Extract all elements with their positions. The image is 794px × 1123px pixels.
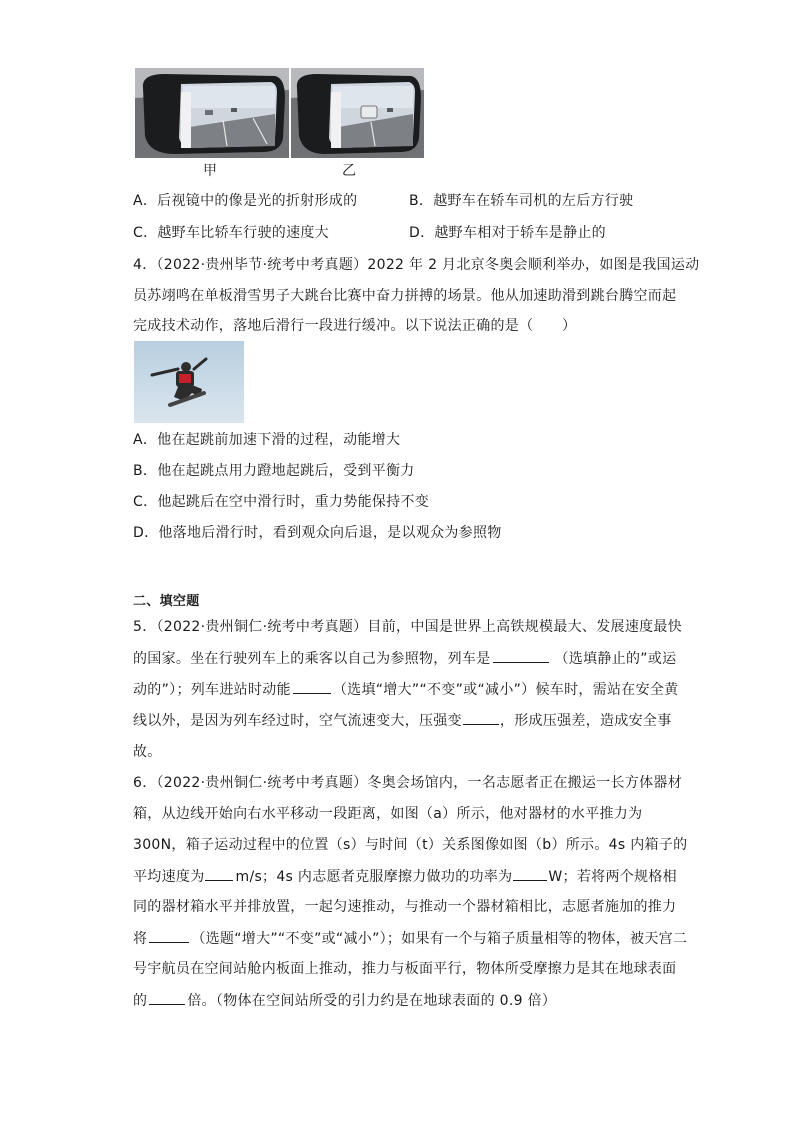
- q4-option-c: C．他起跳后在空中滑行时，重力势能保持不变: [133, 494, 430, 510]
- q4-line-3: 完成技术动作，落地后滑行一段进行缓冲。以下说法正确的是（ ）: [133, 318, 577, 334]
- q6-line-2: 箱，从边线开始向右水平移动一段距离，如图（a）所示，他对器材的水平推力为: [133, 806, 643, 822]
- q6-blank-2[interactable]: [513, 866, 547, 881]
- snowboarder-image: [134, 341, 244, 423]
- q5-blank-2[interactable]: [293, 679, 331, 694]
- q4-line-1: 4．（2022·贵州毕节·统考中考真题）2022 年 2 月北京冬奥会顺利举办，如图是我国运动: [133, 257, 700, 273]
- q3-option-d: D．越野车相对于轿车是静止的: [409, 225, 606, 241]
- q4-line-2: 员苏翊鸣在单板滑雪男子大跳台比赛中奋力拼搏的场景。他从加速助滑到跳台腾空而起: [133, 288, 677, 304]
- q5-line-5: 故。: [133, 744, 162, 760]
- q3-option-c: C．越野车比轿车行驶的速度大: [133, 225, 329, 241]
- q5-line-3: [133, 679, 678, 700]
- q6-line-6-text-a: 将: [133, 931, 148, 947]
- q6-line-6: [133, 928, 687, 949]
- q5-line-4-text-b: ，形成压强差，造成安全事: [499, 713, 672, 729]
- q6-line-4-text-c: W；若将两个规格相: [548, 869, 677, 885]
- q6-line-8-text-b: 倍。（物体在空间站所受的引力约是在地球表面的 0.9 倍）: [187, 993, 557, 1009]
- q5-line-1: 5．（2022·贵州铜仁·统考中考真题）目前，中国是世界上高铁规模最大、发展速度最快: [133, 619, 683, 635]
- mirror-right-drawing: [291, 68, 424, 158]
- q6-line-8: [133, 990, 556, 1011]
- caption-yi: 乙: [342, 163, 356, 179]
- q3-option-a: A．后视镜中的像是光的折射形成的: [133, 193, 358, 209]
- q6-line-4-text-a: 平均速度为: [133, 869, 205, 885]
- q5-line-3-text-b: （选填“增大”“不变”或“减小”）候车时，需站在安全黄: [332, 682, 679, 698]
- q5-line-2-text-b: （选填静止的”或运: [554, 651, 677, 667]
- caption-jia: 甲: [203, 163, 217, 179]
- snowboarder-drawing: [134, 341, 244, 423]
- q6-line-5: 同的器材箱水平并排放置，一起匀速推动，与推动一个器材箱相比，志愿者施加的推力: [133, 899, 677, 915]
- q5-blank-3[interactable]: [463, 710, 499, 725]
- q5-line-2: [133, 648, 676, 669]
- q5-line-2-text-a: 的国家。坐在行驶列车上的乘客以自己为参照物，列车是: [133, 651, 491, 667]
- mirror-left-drawing: [135, 68, 289, 158]
- q6-line-3: 300N，箱子运动过程中的位置（s）与时间（t）关系图像如图（b）所示。4s 内箱子的: [133, 837, 688, 853]
- q6-line-1: 6．（2022·贵州铜仁·统考中考真题）冬奥会场馆内，一名志愿者正在搬运一长方体器材: [133, 775, 683, 791]
- q5-line-4-text-a: 线以外，是因为列车经过时，空气流速变大，压强变: [133, 713, 462, 729]
- q6-line-4-text-b: m/s；4s 内志愿者克服摩擦力做功的功率为: [235, 869, 513, 885]
- q5-line-3-text-a: 动的”）；列车进站时动能: [133, 682, 291, 698]
- q6-line-6-text-b: （选题“增大”“不变”或“减小”）；如果有一个与箱子质量相等的物体，被天宫二: [191, 931, 688, 947]
- mirror-image-right: [291, 68, 424, 158]
- q4-option-b: B．他在起跳点用力蹬地起跳后，受到平衡力: [133, 463, 415, 479]
- q4-option-a: A．他在起跳前加速下滑的过程，动能增大: [133, 432, 401, 448]
- mirror-image-left: [135, 68, 289, 158]
- q4-option-d: D．他落地后滑行时，看到观众向后退，是以观众为参照物: [133, 525, 502, 541]
- q5-blank-1[interactable]: [493, 648, 549, 663]
- q6-line-4: [133, 866, 677, 887]
- q6-blank-3[interactable]: [149, 928, 189, 943]
- q5-line-4: [133, 710, 672, 731]
- q6-blank-4[interactable]: [149, 990, 185, 1005]
- q6-blank-1[interactable]: [205, 866, 233, 881]
- q6-line-7: 号宇航员在空间站舱内板面上推动，推力与板面平行，物体所受摩擦力是其在地球表面: [133, 961, 677, 977]
- q6-line-8-text-a: 的: [133, 993, 148, 1009]
- q3-option-b: B．越野车在轿车司机的左后方行驶: [409, 193, 634, 209]
- section-title-fill-blank: 二、填空题: [133, 594, 200, 609]
